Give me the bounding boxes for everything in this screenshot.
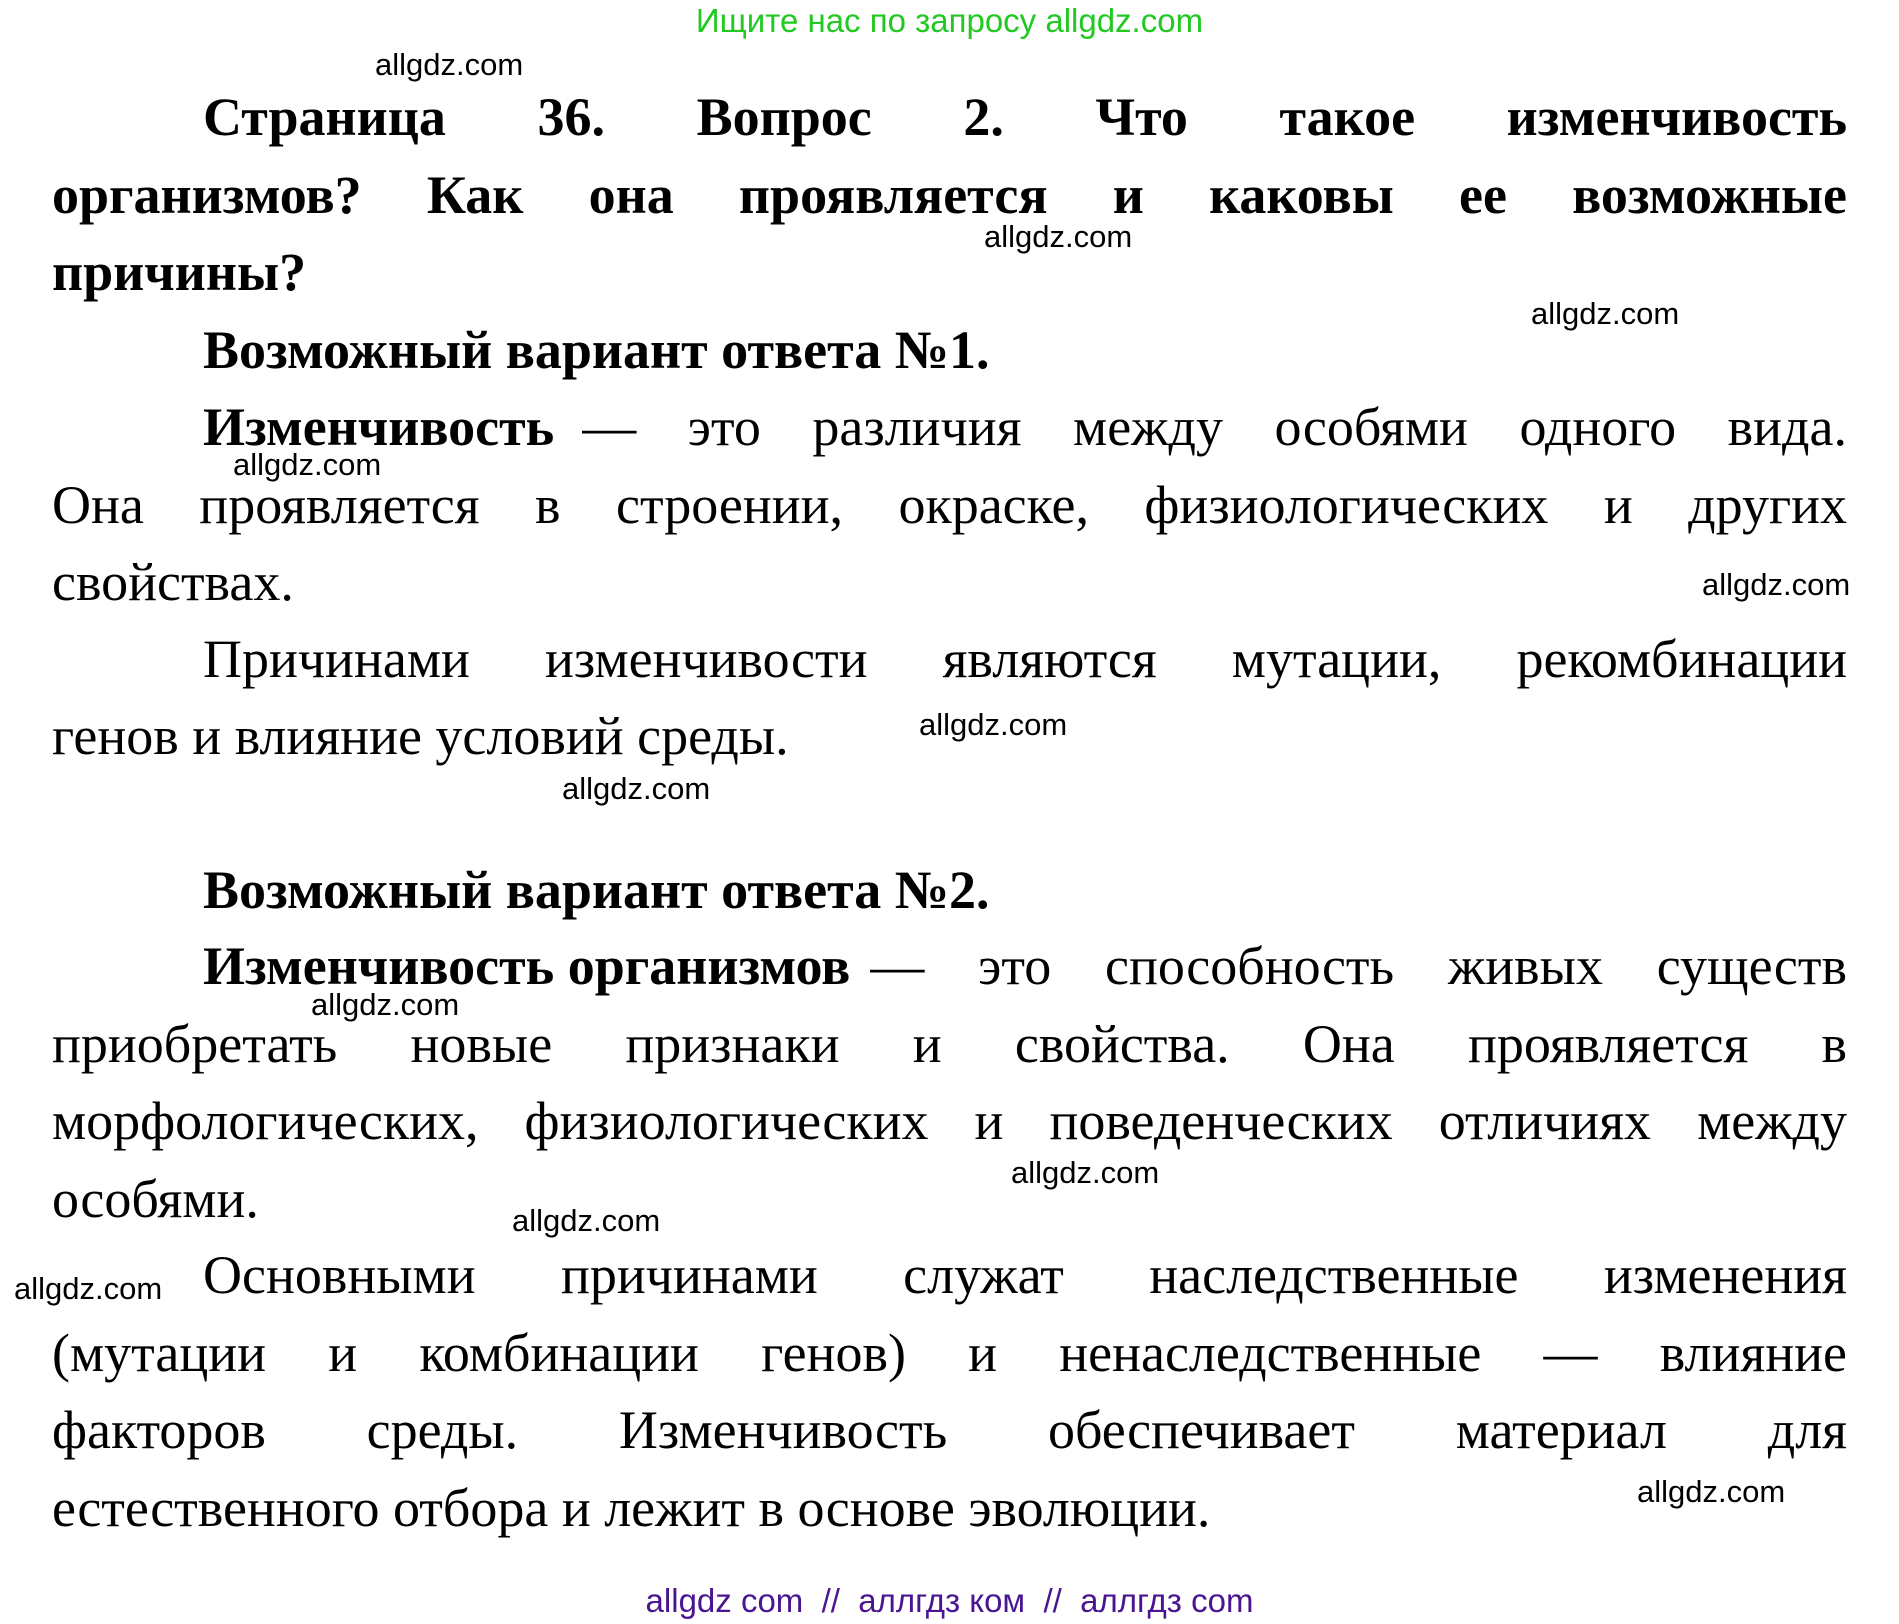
answer2-paragraph2-line: факторов среды. Изменчивость обеспечивает материал для (52, 1400, 1847, 1460)
text: — это способность живых существ (870, 936, 1847, 996)
answer1-paragraph1-line (203, 388, 1847, 466)
answer1-paragraph1-line: Она проявляется в строении, окраске, физиологических и других (52, 475, 1847, 535)
answer1-paragraph1-line: свойствах. (52, 552, 294, 612)
answer2-paragraph2-line: естественного отбора и лежит в основе эволюции. (52, 1478, 1211, 1538)
answer2-paragraph2-line: Основными причинами служат наследственные изменения (203, 1245, 1847, 1305)
question-title-line: Страница 36. Вопрос 2. Что такое изменчивость (203, 87, 1847, 147)
answer1-paragraph2-line: Причинами изменчивости являются мутации, рекомбинации (203, 629, 1847, 689)
answer1-paragraph2-line: генов и влияние условий среды. (52, 706, 789, 766)
answer2-paragraph1-line: морфологических, физиологических и поведенческих отличиях между (52, 1091, 1847, 1151)
watermark: allgdz.com (1702, 567, 1851, 602)
term: Изменчивость (203, 397, 555, 457)
watermark: allgdz.com (512, 1203, 661, 1238)
watermark: allgdz.com (233, 447, 382, 482)
answer1-heading: Возможный вариант ответа №1. (203, 320, 990, 380)
watermark: allgdz.com (984, 219, 1133, 254)
answer2-paragraph2-line: (мутации и комбинации генов) и ненаследственные — влияние (52, 1323, 1847, 1383)
question-title-line: причины? (52, 242, 307, 302)
watermark: allgdz.com (919, 707, 1068, 742)
footer-text: allgdz com // аллгдз ком // аллгдз com (645, 1582, 1254, 1619)
footer-banner (0, 1582, 1899, 1620)
text: — это различия между особями одного вида. (582, 397, 1847, 457)
answer2-heading: Возможный вариант ответа №2. (203, 860, 990, 920)
term: Изменчивость организмов (203, 936, 851, 996)
watermark: allgdz.com (14, 1271, 163, 1306)
watermark: allgdz.com (562, 771, 711, 806)
answer2-paragraph1-line: особями. (52, 1169, 259, 1229)
watermark: allgdz.com (311, 987, 460, 1022)
watermark: allgdz.com (1637, 1474, 1786, 1509)
watermark: allgdz.com (1531, 296, 1680, 331)
watermark: allgdz.com (1011, 1155, 1160, 1190)
watermark: allgdz.com (375, 47, 524, 82)
answer2-paragraph1-line: приобретать новые признаки и свойства. Она проявляется в (52, 1014, 1847, 1074)
question-title-line: организмов? Как она проявляется и каковы ее возможные (52, 165, 1847, 225)
search-banner: Ищите нас по запросу allgdz.com (695, 2, 1204, 39)
